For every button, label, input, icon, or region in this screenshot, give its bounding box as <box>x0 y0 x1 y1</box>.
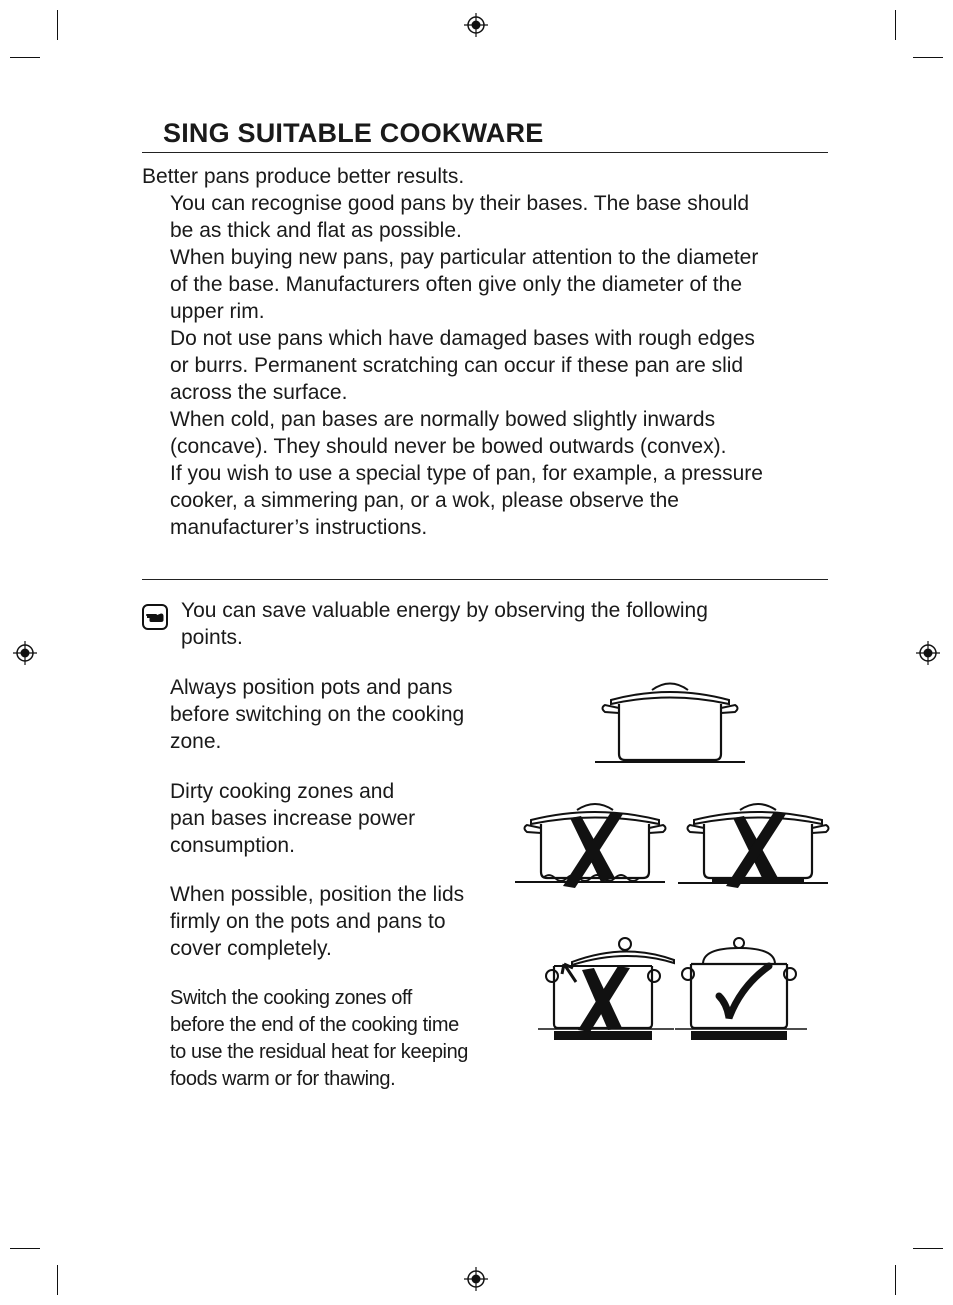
crop-mark <box>895 1265 896 1295</box>
tip-residual-heat: Switch the cooking zones off before the end of the cooking time to use the residual heat for keeping foods warm or for thawing. <box>170 987 469 1090</box>
crop-mark <box>895 10 896 40</box>
section-title: SING SUITABLE COOKWARE <box>163 118 544 148</box>
crop-mark <box>913 1248 943 1249</box>
pot-on-zone-illustration <box>595 678 745 764</box>
crop-mark <box>10 57 40 58</box>
guideline-item: You can recognise good pans by their bases. The base should be as thick and flat as possible. <box>170 192 750 242</box>
crop-mark <box>10 1248 40 1249</box>
crop-mark <box>57 1265 58 1295</box>
crop-mark <box>913 57 943 58</box>
registration-mark-icon <box>13 641 37 665</box>
guideline-item: When cold, pan bases are normally bowed slightly inwards (concave). They should never be bowed outwards (convex). <box>170 408 727 458</box>
guideline-item: When buying new pans, pay particular attention to the diameter of the base. Manufacturers often give only the diameter of the upper rim. <box>170 246 759 323</box>
dirty-base-illustration <box>515 798 665 890</box>
intro-text: Better pans produce better results. <box>142 165 465 188</box>
pointing-hand-icon <box>142 604 168 630</box>
registration-mark-icon <box>916 641 940 665</box>
section-divider <box>142 579 828 580</box>
crop-mark <box>57 10 58 40</box>
guideline-item: Do not use pans which have damaged bases with rough edges or burrs. Permanent scratching can occur if these pan are slid across the surface. <box>170 327 755 404</box>
energy-note: You can save valuable energy by observing the following points. <box>181 599 708 649</box>
lid-on-illustration <box>675 936 807 1044</box>
guideline-item: If you wish to use a special type of pan, for example, a pressure cooker, a simmering pan, or a wok, please observe the manufacturer’s instructions. <box>170 462 763 539</box>
registration-mark-icon <box>464 1267 488 1291</box>
tip-position-pots: Always position pots and pans before switching on the cooking zone. <box>170 676 465 753</box>
cookware-guidelines <box>170 190 763 541</box>
convex-base-illustration <box>678 798 828 890</box>
lid-off-illustration <box>538 936 674 1044</box>
tip-use-lids: When possible, position the lids firmly on the pots and pans to cover completely. <box>170 883 465 960</box>
registration-mark-icon <box>464 13 488 37</box>
tip-dirty-zones: Dirty cooking zones and pan bases increase power consumption. <box>170 780 416 857</box>
title-rule <box>142 152 828 153</box>
